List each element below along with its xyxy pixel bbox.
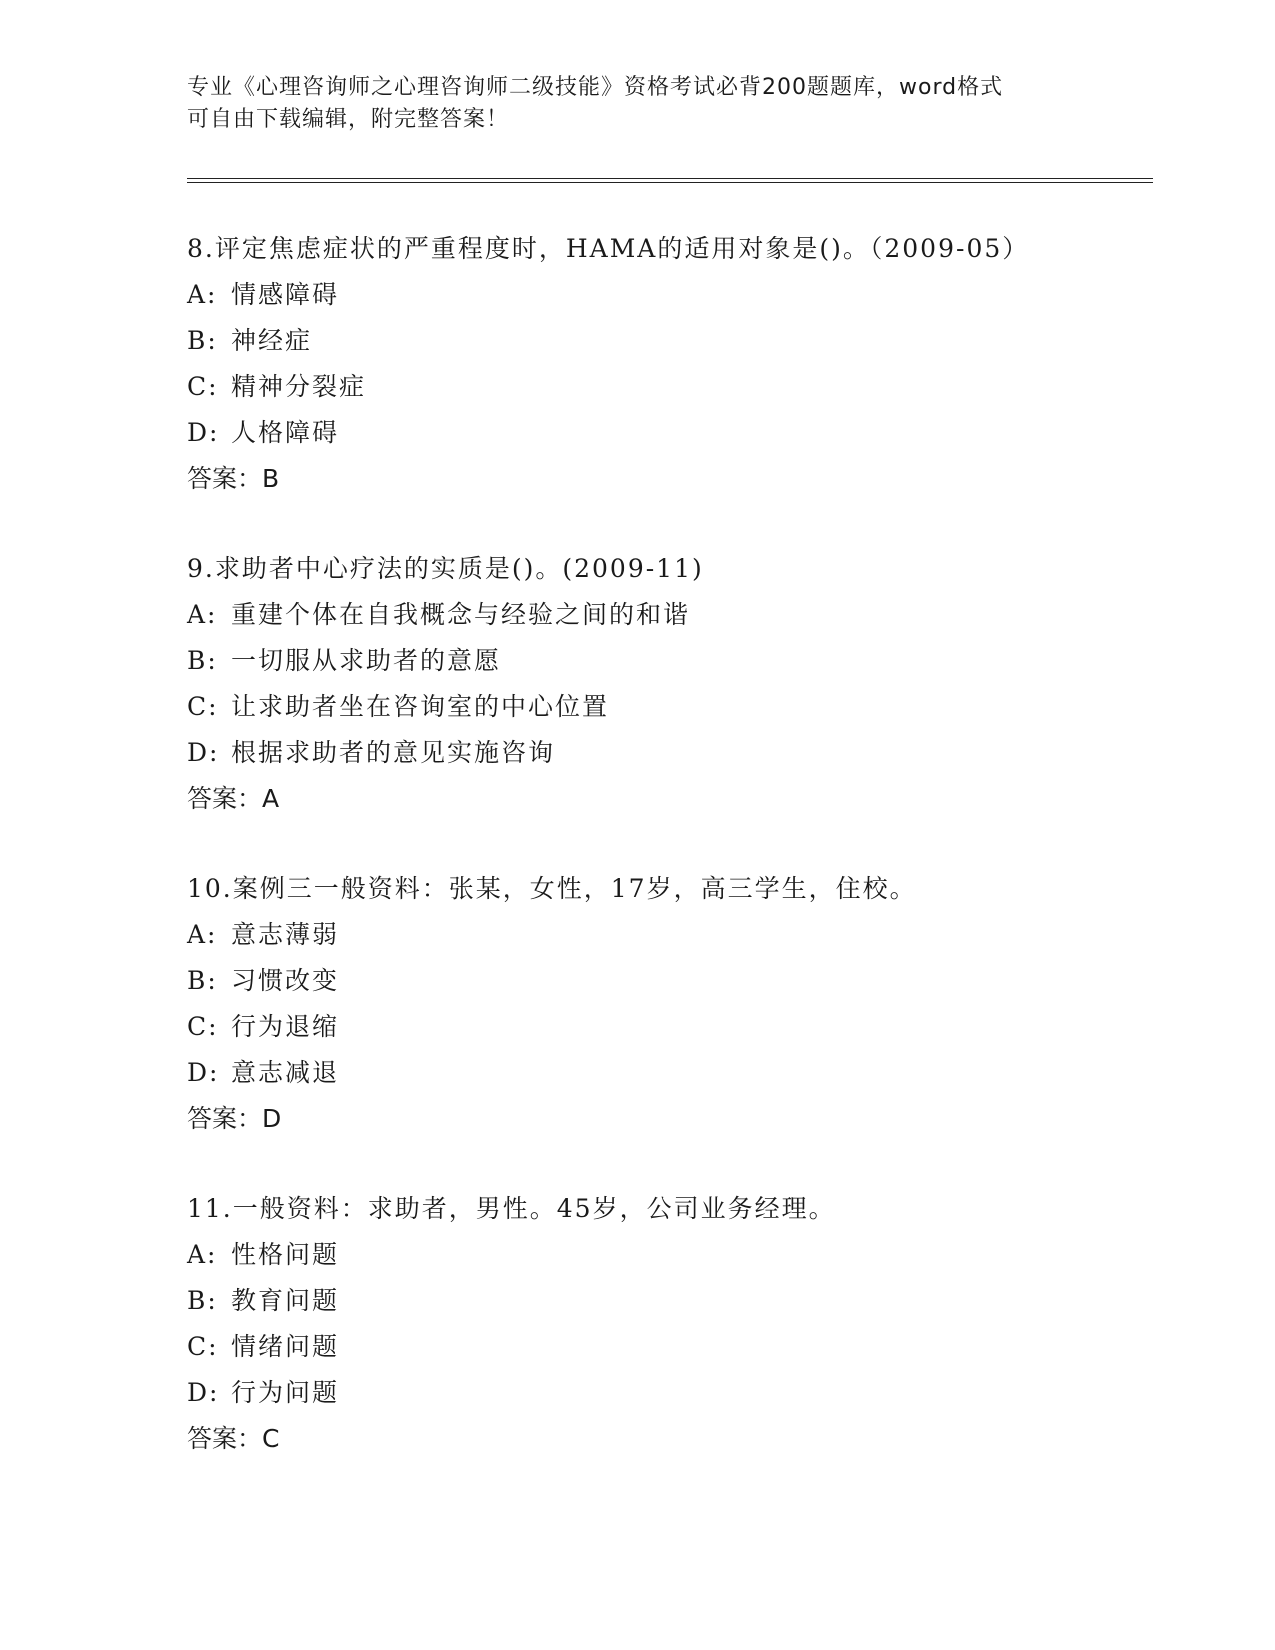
option-key: A: (187, 280, 218, 309)
header-line-2: 可自由下载编辑，附完整答案！ (187, 107, 510, 132)
option-text: 让求助者坐在咨询室的中心位置 (231, 692, 610, 721)
option-text: 神经症 (231, 326, 313, 355)
option-text: 意志减退 (231, 1058, 340, 1087)
question-stem: 9.求助者中心疗法的实质是()。(2009-11) (187, 554, 704, 583)
option-key: B: (187, 1286, 218, 1315)
question-9 (187, 546, 1147, 822)
question-stem: 10.案例三一般资料：张某，女性，17岁，高三学生，住校。 (187, 874, 917, 903)
option-text: 一切服从求助者的意愿 (231, 646, 502, 675)
question-stem: 11.一般资料：求助者，男性。45岁，公司业务经理。 (187, 1194, 836, 1223)
option-key: D: (187, 418, 220, 447)
question-8 (187, 226, 1147, 502)
option-a (187, 592, 1147, 638)
option-text: 人格障碍 (231, 418, 340, 447)
option-text: 根据求助者的意见实施咨询 (231, 738, 556, 767)
option-a (187, 272, 1147, 318)
option-key: A: (187, 1240, 218, 1269)
option-c (187, 684, 1147, 730)
option-d (187, 1370, 1147, 1416)
option-key: C: (187, 372, 219, 401)
question-stem: 8.评定焦虑症状的严重程度时，HAMA的适用对象是()。（2009-05） (187, 234, 1030, 263)
answer-label: 答案：D (187, 1104, 282, 1133)
option-a (187, 912, 1147, 958)
option-c (187, 364, 1147, 410)
option-key: C: (187, 1332, 219, 1361)
header-divider-bottom (187, 182, 1153, 183)
option-d (187, 1050, 1147, 1096)
header-line-1: 专业《心理咨询师之心理咨询师二级技能》资格考试必背200题题库，word格式 (187, 75, 1004, 100)
option-d (187, 410, 1147, 456)
option-text: 精神分裂症 (231, 372, 367, 401)
option-text: 习惯改变 (231, 966, 340, 995)
option-key: D: (187, 1058, 220, 1087)
option-d (187, 730, 1147, 776)
answer-label: 答案：A (187, 784, 280, 813)
option-key: B: (187, 326, 218, 355)
question-11 (187, 1186, 1147, 1462)
option-text: 情感障碍 (231, 280, 340, 309)
option-b (187, 1278, 1147, 1324)
option-text: 情绪问题 (231, 1332, 340, 1361)
option-key: A: (187, 600, 218, 629)
option-a (187, 1232, 1147, 1278)
option-key: B: (187, 966, 218, 995)
option-text: 行为问题 (231, 1378, 340, 1407)
option-c (187, 1004, 1147, 1050)
option-text: 教育问题 (231, 1286, 340, 1315)
option-b (187, 318, 1147, 364)
document-header (187, 72, 1087, 136)
option-text: 意志薄弱 (231, 920, 340, 949)
option-b (187, 638, 1147, 684)
option-key: C: (187, 1012, 219, 1041)
question-10 (187, 866, 1147, 1142)
option-text: 行为退缩 (231, 1012, 340, 1041)
header-divider-top (187, 178, 1153, 179)
option-text: 重建个体在自我概念与经验之间的和谐 (231, 600, 691, 629)
option-text: 性格问题 (231, 1240, 340, 1269)
answer-label: 答案：C (187, 1424, 280, 1453)
option-key: D: (187, 1378, 220, 1407)
answer-label: 答案：B (187, 464, 280, 493)
option-key: B: (187, 646, 218, 675)
option-c (187, 1324, 1147, 1370)
option-b (187, 958, 1147, 1004)
option-key: A: (187, 920, 218, 949)
option-key: D: (187, 738, 220, 767)
option-key: C: (187, 692, 219, 721)
